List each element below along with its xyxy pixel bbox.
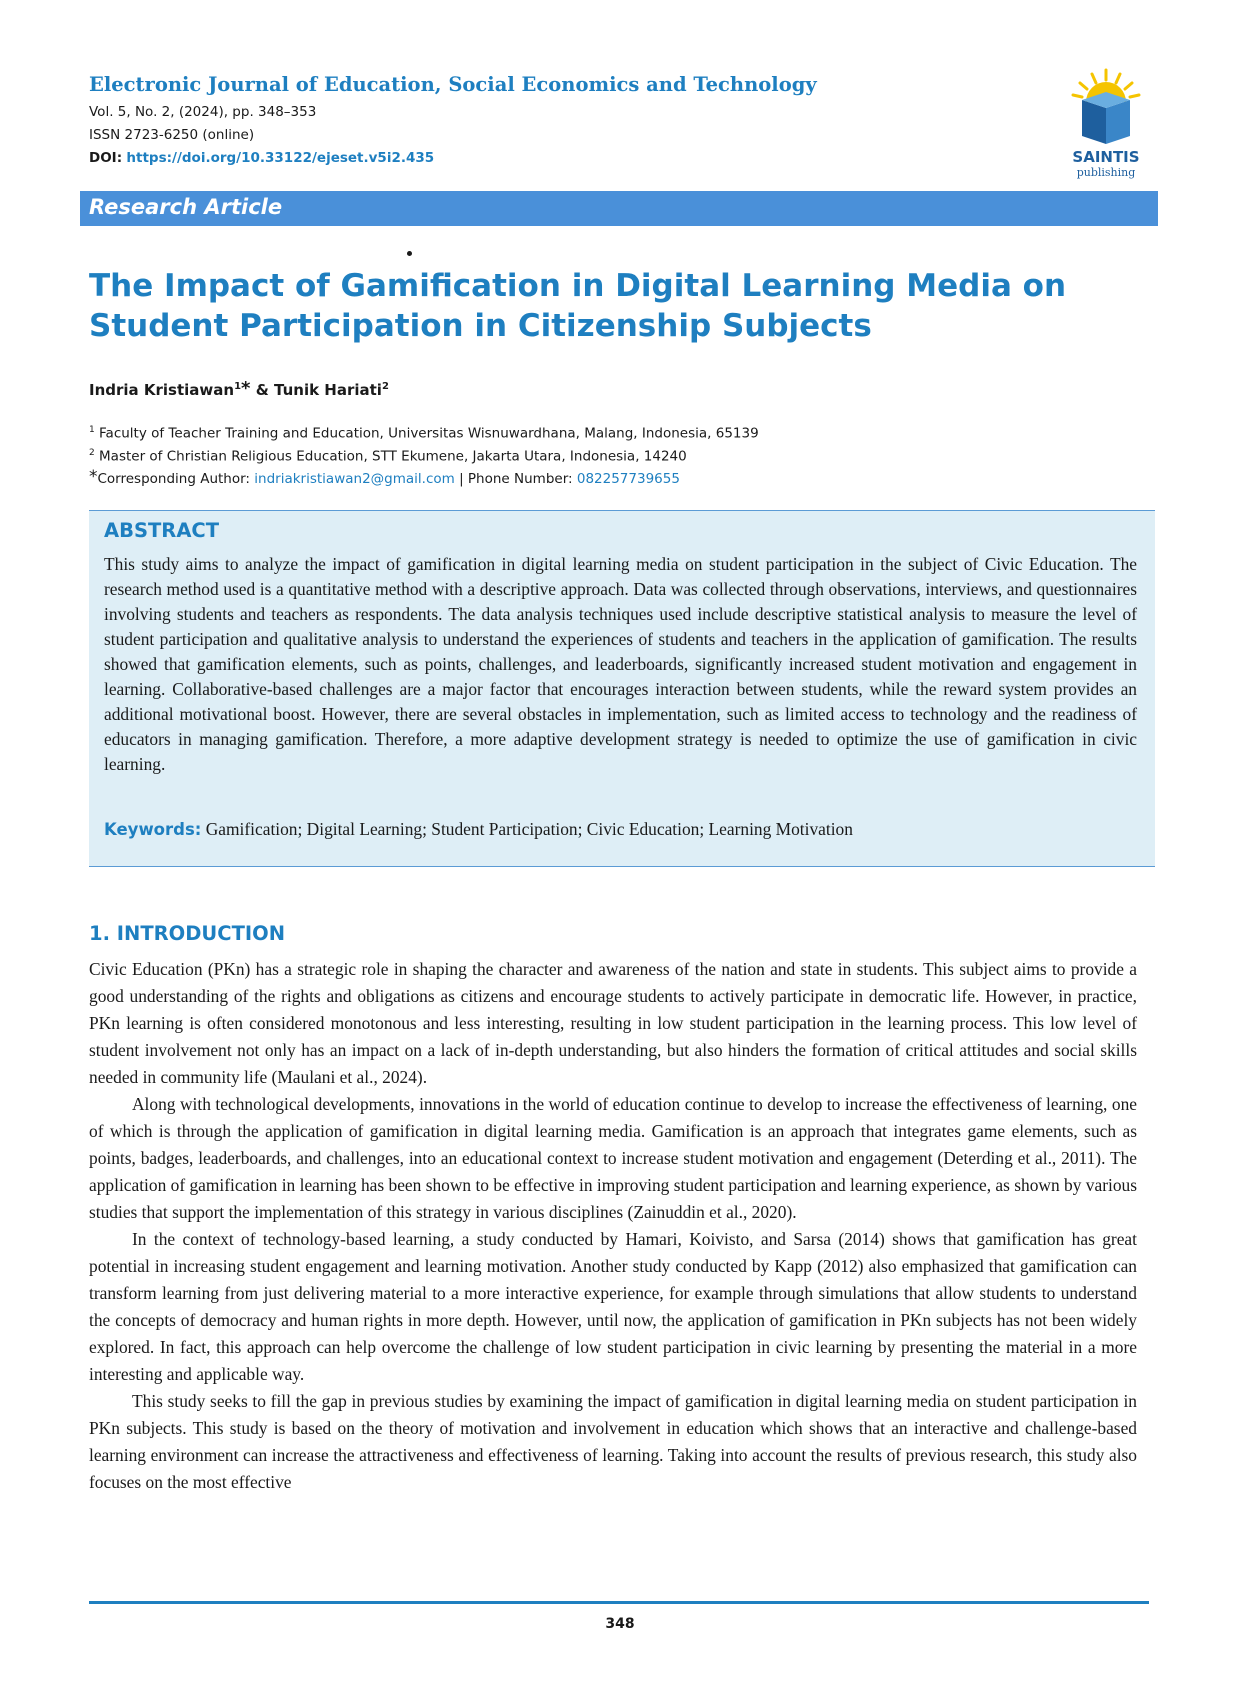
author-1: Indria Kristiawan — [89, 381, 235, 399]
author-2: Tunik Hariati — [274, 381, 382, 399]
paragraph-1: Civic Education (PKn) has a strategic role in shaping the character and awareness of the nation and state in students. This subject aims to provide a good understanding of the rights and obligations as citizens and encourage students to actively participate in democratic life. However, in practice, PKn learning is often considered monotonous and less interesting, resulting in low student participation in the learning process. This low level of student involvement not only has an impact on a lack of in-depth understanding, but also hinders the formation of critical attitudes and social skills needed in community life (Maulani et al., 2024). — [89, 959, 1137, 1087]
book-sun-icon — [1062, 66, 1150, 148]
doi-label: DOI: — [89, 150, 123, 166]
journal-doi-line — [89, 150, 434, 166]
corresponding-email[interactable]: indriakristiawan2@gmail.com — [254, 471, 455, 487]
paper-title: The Impact of Gamification in Digital Learning Media on Student Participation in Citizenship Subjects — [89, 268, 1067, 344]
section-heading-introduction: 1. INTRODUCTION — [89, 922, 286, 945]
author-separator: & — [250, 381, 274, 399]
abstract-heading: ABSTRACT — [104, 519, 220, 542]
affiliation-1-sup: 1 — [89, 425, 95, 435]
journal-title: Electronic Journal of Education, Social Economics and Technology — [89, 73, 817, 96]
publisher-name: SAINTIS — [1072, 148, 1140, 166]
abstract-box — [89, 510, 1155, 867]
affiliation-2-text: Master of Christian Religious Education, STT Ekumene, Jakarta Utara, Indonesia, 14240 — [99, 448, 687, 465]
corresponding-label: Corresponding Author: — [97, 471, 255, 487]
journal-volume: Vol. 5, No. 2, (2024), pp. 348–353 — [89, 104, 317, 120]
corresponding-line — [89, 467, 680, 491]
journal-issn: ISSN 2723-6250 (online) — [89, 127, 255, 143]
paragraph-4: This study seeks to fill the gap in previous studies by examining the impact of gamification in digital learning media on student participation in PKn subjects. This study is based on the theory of motivation and involvement in education which shows that an interactive and challenge-based learning environment can increase the attractiveness and effectiveness of learning. Taking into account the results of previous research, this study also focuses on the most effective — [89, 1391, 1137, 1492]
keywords-line — [104, 819, 853, 840]
abstract-text: This study aims to analyze the impact of gamification in digital learning media on student participation in the subject of Civic Education. The research method used is a quantitative method with a descriptive approach. Data was collected through observations, interviews, and questionnaires involving students and teachers as respondents. The data analysis techniques used include descriptive statistical analysis to measure the level of student participation and qualitative analysis to understand the experiences of students and teachers in the application of gamification. The results showed that gamification elements, such as points, challenges, and leaderboards, significantly increased student motivation and engagement in learning. Collaborative-based challenges are a major factor that encourages interaction between students, while the reward system provides an additional motivational boost. However, there are several obstacles in implementation, such as limited access to technology and the readiness of educators in managing gamification. Therefore, a more adaptive development strategy is needed to optimize the use of gamification in civic learning. — [104, 554, 1137, 774]
publisher-sub: publishing — [1076, 166, 1136, 179]
paragraph-2: Along with technological developments, innovations in the world of education continue to develop to increase the effectiveness of learning, one of which is through the application of gamification in digital learning media. Gamification is an approach that integrates game elements, such as points, badges, leaderboards, and challenges, into an educational context to increase student motivation and engagement (Deterding et al., 2011). The application of gamification in learning has been shown to be effective in improving student participation and learning experience, as shown by various studies that support the implementation of this strategy in various disciplines (Zainuddin et al., 2020). — [89, 1094, 1137, 1222]
author-1-sup: 1 — [234, 381, 242, 392]
author-line — [89, 378, 389, 402]
author-2-sup: 2 — [381, 381, 389, 392]
phone-number[interactable]: 082257739655 — [576, 471, 680, 487]
affiliation-2-sup: 2 — [89, 448, 95, 458]
phone-label: | Phone Number: — [454, 471, 577, 487]
page-number: 348 — [605, 1616, 635, 1632]
publisher-logo — [1062, 66, 1150, 184]
article-type: Research Article — [89, 195, 283, 219]
affiliation-2 — [89, 448, 687, 465]
keywords-text: Gamification; Digital Learning; Student Participation; Civic Education; Learning Motivation — [205, 819, 853, 839]
corresponding-star-2: * — [89, 467, 98, 487]
doi-link[interactable]: https://doi.org/10.33122/ejeset.v5i2.435 — [126, 150, 435, 166]
affiliation-1 — [89, 425, 759, 442]
bullet-dot — [407, 251, 412, 256]
affiliation-1-text: Faculty of Teacher Training and Education, Universitas Wisnuwardhana, Malang, Indonesia, 65139 — [99, 425, 759, 442]
article-type-bar — [80, 191, 1158, 226]
footer-rule — [89, 1601, 1149, 1604]
keywords-label: Keywords: — [104, 820, 202, 839]
corresponding-star: * — [241, 378, 251, 399]
paragraph-3: In the context of technology-based learning, a study conducted by Hamari, Koivisto, and Sarsa (2014) shows that gamification has great potential in increasing student engagement and learning motivation. Another study conducted by Kapp (2012) also emphasized that gamification can transform learning from just delivering material to a more interactive experience, for example through simulations that allow students to understand the concepts of democracy and human rights in more depth. However, until now, the application of gamification in PKn subjects has not been widely explored. In fact, this approach can help overcome the challenge of low student participation in civic learning by presenting the material in a more interesting and applicable way. — [89, 1229, 1137, 1384]
introduction-body — [89, 956, 1137, 1496]
